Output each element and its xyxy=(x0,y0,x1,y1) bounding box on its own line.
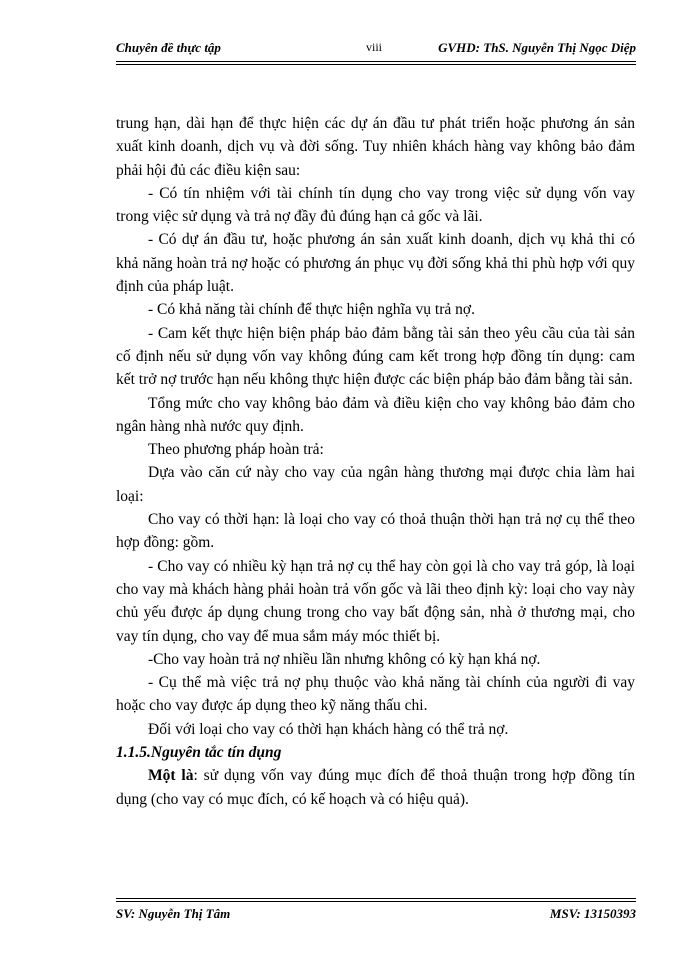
paragraph: Cho vay có thời hạn: là loại cho vay có thoả thuận thời hạn trả nợ cụ thể theo hợp đồng: gồm. xyxy=(116,511,635,552)
paragraph: - Có dự án đầu tư, hoặc phương án sản xuất kinh doanh, dịch vụ khả thi có khả năng hoàn trả nợ hoặc có phương án phục vụ đời sống khả thi phù hợp với quy định của pháp luật. xyxy=(116,231,635,296)
paragraph: Dựa vào căn cứ này cho vay của ngân hàng thương mại được chia làm hai loại: xyxy=(116,464,635,505)
section-heading: 1.1.5.Nguyên tắc tín dụng xyxy=(116,744,282,762)
paragraph: Tổng mức cho vay không bảo đảm và điều kiện cho vay không bảo đảm cho ngân hàng nhà nước quy định. xyxy=(116,394,635,435)
paragraph: - Cho vay có nhiều kỳ hạn trả nợ cụ thể hay còn gọi là cho vay trả góp, là loại cho vay mà khách hàng phải hoàn trả vốn gốc và lãi theo định kỳ: loại cho vay này chủ yếu được áp dụng chung trong cho vay bất động sản, nhà ở thương mại, cho vay tín dụng, cho vay để mua sắm máy móc thiết bị. xyxy=(116,557,635,645)
paragraph: Đối với loại cho vay có thời hạn khách hàng có thể trả nợ. xyxy=(148,720,509,738)
paragraph: trung hạn, dài hạn để thực hiện các dự án đầu tư phát triển hoặc phương án sản xuất kinh doanh, dịch vụ và đời sống. Tuy nhiên khách hàng vay không bảo đảm phải hội đủ các điều kiện sau: xyxy=(116,115,635,179)
paragraph: - Có tín nhiệm với tài chính tín dụng cho vay trong việc sử dụng vốn vay trong việc sử dụng và trả nợ đầy đủ đúng hạn cả gốc và lãi. xyxy=(116,184,635,226)
page-number: viii xyxy=(366,40,383,54)
header-rule xyxy=(116,61,636,62)
paragraph: - Cam kết thực hiện biện pháp bảo đảm bằng tài sản theo yêu cầu của tài sản cố định nếu sử dụng vốn vay không đúng cam kết trong hợp đồng tín dụng: cam kết trở nợ trước hạn nếu không thực hiện được các biện pháp bảo đảm bằng tài sản. xyxy=(116,324,635,389)
footer-rule xyxy=(116,901,636,902)
paragraph: - Cụ thể mà việc trả nợ phụ thuộc vào khả năng tài chính của người đi vay hoặc cho vay được áp dụng theo kỹ năng thấu chi. xyxy=(116,674,635,715)
header-rule-thin xyxy=(116,64,636,65)
document-body xyxy=(116,112,635,811)
footer-rule-thin xyxy=(116,898,636,899)
header-title: Chuyên đề thực tập xyxy=(116,40,221,55)
page-footer xyxy=(116,906,636,926)
paragraph: Theo phương pháp hoàn trả: xyxy=(148,441,324,459)
principle-lead: Một là xyxy=(148,767,194,785)
paragraph: -Cho vay hoàn trả nợ nhiều lần nhưng không có kỳ hạn khá nợ. xyxy=(148,650,541,668)
paragraph: - Có khả năng tài chính để thực hiện nghĩa vụ trả nợ. xyxy=(148,301,475,319)
page-header xyxy=(116,40,636,60)
header-advisor: GVHD: ThS. Nguyễn Thị Ngọc Diệp xyxy=(438,40,636,55)
principle-text: : sử dụng vốn vay đúng mục đích để thoả thuận trong hợp đồng tín dụng (cho vay có mục đích, có kế hoạch và có hiệu quả). xyxy=(116,767,635,808)
footer-student: SV: Nguyễn Thị Tâm xyxy=(116,906,231,921)
principle-paragraph xyxy=(116,764,635,811)
footer-student-id: MSV: 13150393 xyxy=(549,906,636,921)
